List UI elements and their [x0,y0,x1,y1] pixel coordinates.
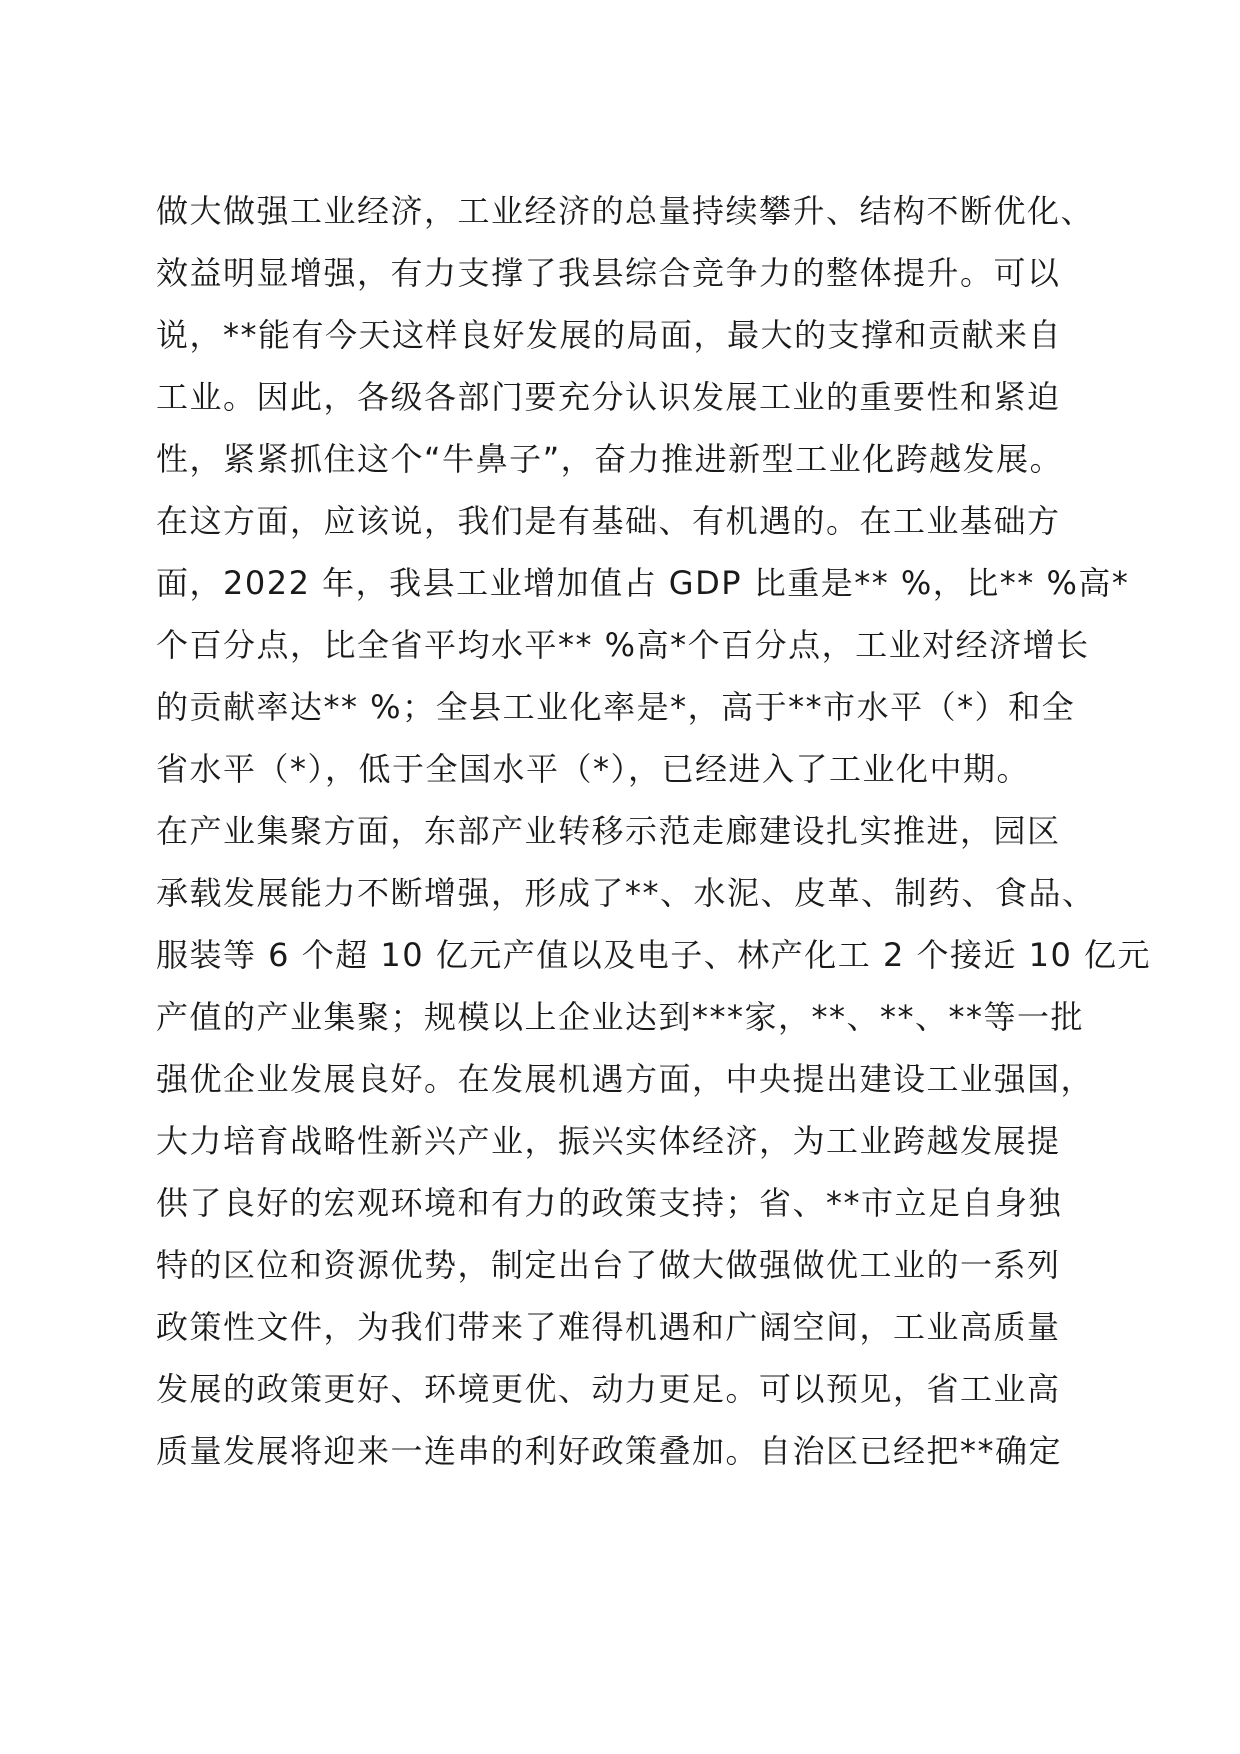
text-line: 在这方面，应该说，我们是有基础、有机遇的。在工业基础方 [156,502,1061,540]
text-line: 面，2022 年，我县工业增加值占 GDP 比重是** %，比** %高* [156,564,1130,602]
text-line: 在产业集聚方面，东部产业转移示范走廊建设扎实推进，园区 [156,812,1061,850]
text-line: 特的区位和资源优势，制定出台了做大做强做优工业的一系列 [156,1246,1061,1284]
text-line: 承载发展能力不断增强，形成了**、水泥、皮革、制药、食品、 [156,874,1096,912]
body-paragraph [156,180,1152,1482]
text-line: 政策性文件，为我们带来了难得机遇和广阔空间，工业高质量 [156,1308,1061,1346]
text-line: 说，**能有今天这样良好发展的局面，最大的支撑和贡献来自 [156,316,1063,354]
text-line: 质量发展将迎来一连串的利好政策叠加。自治区已经把**确定 [156,1432,1063,1470]
text-line: 做大做强工业经济，工业经济的总量持续攀升、结构不断优化、 [156,192,1095,230]
text-line: 强优企业发展良好。在发展机遇方面，中央提出建设工业强国， [156,1060,1095,1098]
text-line: 省水平（*），低于全国水平（*），已经进入了工业化中期。 [156,750,1031,788]
text-line: 服装等 6 个超 10 亿元产值以及电子、林产化工 2 个接近 10 亿元 [156,936,1152,974]
text-line: 个百分点，比全省平均水平** %高*个百分点，工业对经济增长 [156,626,1090,664]
text-line: 工业。因此，各级各部门要充分认识发展工业的重要性和紧迫 [156,378,1061,416]
text-line: 供了良好的宏观环境和有力的政策支持；省、**市立足自身独 [156,1184,1063,1222]
text-line: 产值的产业集聚；规模以上企业达到***家，**、**、**等一批 [156,998,1085,1036]
text-line: 发展的政策更好、环境更优、动力更足。可以预见，省工业高 [156,1370,1061,1408]
text-line: 性，紧紧抓住这个“牛鼻子”，奋力推进新型工业化跨越发展。 [156,440,1064,478]
text-line: 大力培育战略性新兴产业，振兴实体经济，为工业跨越发展提 [156,1122,1061,1160]
text-line: 效益明显增强，有力支撑了我县综合竞争力的整体提升。可以 [156,254,1061,292]
text-line: 的贡献率达** %；全县工业化率是*，高于**市水平（*）和全 [156,688,1076,726]
